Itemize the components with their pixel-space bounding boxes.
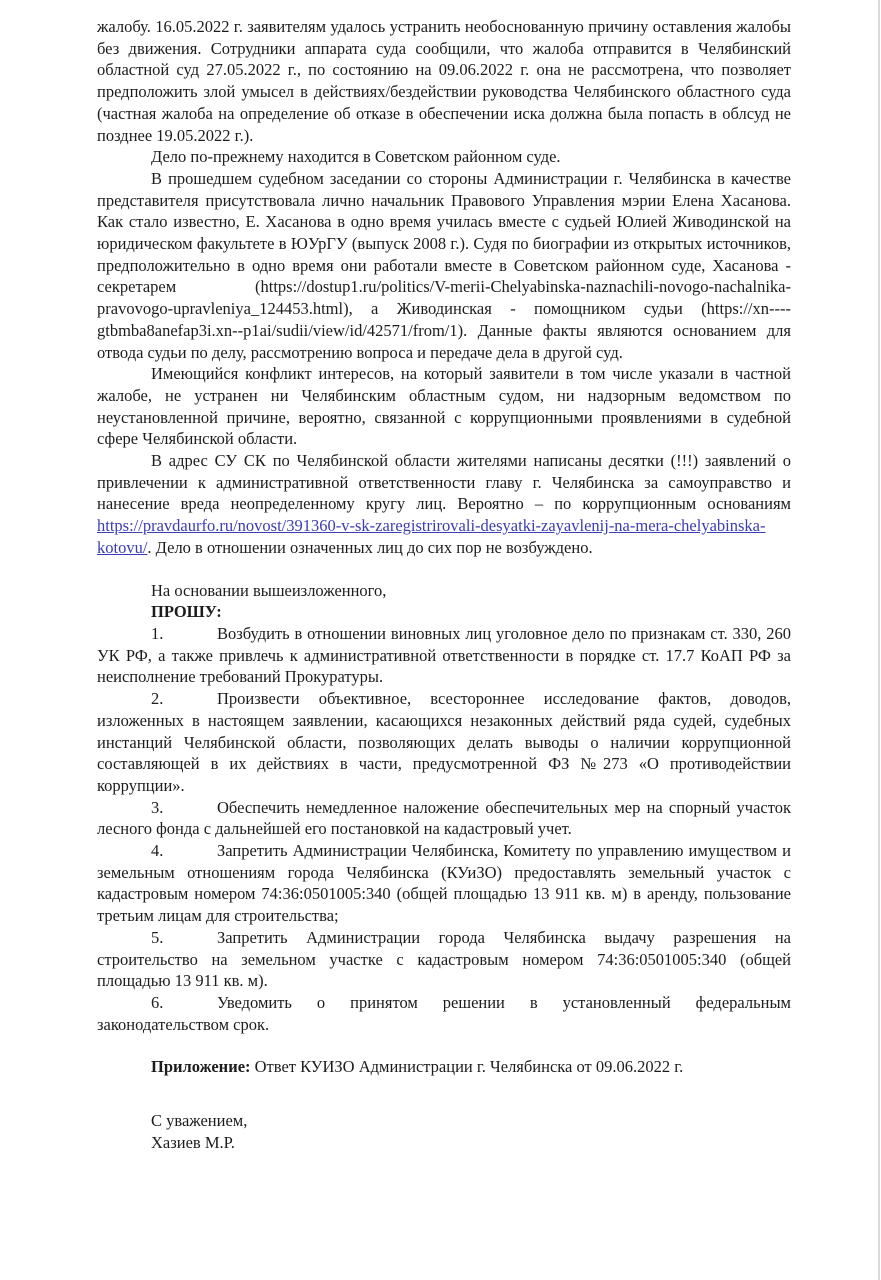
para-case-location (97, 146, 791, 168)
para-regards (97, 1110, 791, 1132)
text-run: Произвести объективное, всестороннее исследование фактов, доводов, изложенных в настоящем заявлении, касающихся незаконных действий ряда судей, судебных инстанций Челябинской области, позволяющих делать выводы о наличии коррупционной составляющей в их действиях в части, предусмотренной ФЗ №273 «О противодействии коррупции». (97, 689, 791, 795)
list-item-6 (97, 992, 791, 1035)
para-su-sk-statements (97, 450, 791, 559)
list-number: 4. (151, 841, 164, 861)
text-run: В прошедшем судебном заседании со стороны Администрации г. Челябинска в качестве представителя присутствовала лично начальник Правового Управления мэрии Елена Хасанова. Как стало известно, Е. Хасанова в одно время училась вместе с судьей Юлией Живодинской на юридическом факультете в ЮУрГУ (выпуск 2008 г.). Судя по биографии из открытых источников, предположительно в одно время они работали вместе в Советском районном суде, Хасанова - секретарем (https://dostup1.ru/politics/V-merii-Chelyabinska-naznachili-novogo-nachalnika-pravovogo-upravleniya_124453.html), а Живодинская - помощником судьи (https://xn----gtbmba8anefap3i.xn--p1ai/sudii/view/id/42571/from/1). Данные факты являются основанием для отвода судьи по делу, рассмотрению вопроса и передаче дела в другой суд. (97, 168, 791, 362)
para-attachment (97, 1056, 791, 1078)
page-edge-divider (878, 0, 880, 1280)
para-signature (97, 1132, 791, 1154)
text-run: Приложение: (151, 1057, 251, 1077)
list-item-5 (97, 927, 791, 992)
text-run: Возбудить в отношении виновных лиц уголовное дело по признакам ст. 330, 260 УК РФ, а также привлечь к административной ответственности в порядке ст. 17.7 КоАП РФ за неисполнение требований Прокуратуры. (97, 623, 791, 687)
text-run: Имеющийся конфликт интересов, на который заявители в том числе указали в частной жалобе, не устранен ни Челябинским областным судом, ни надзорным ведомством по неустановленной причине, вероятно, связанной с коррупционными проявлениями в судебной сфере Челябинской области. (97, 364, 791, 449)
para-basis (97, 580, 791, 602)
para-continuation (97, 16, 791, 146)
text-run: Дело по-прежнему находится в Советском районном суде. (151, 147, 561, 167)
para-request-heading (97, 601, 791, 623)
list-item-1 (97, 623, 791, 688)
list-number: 2. (151, 689, 164, 709)
text-run: Ответ КУИЗО Администрации г. Челябинска от 09.06.2022 г. (250, 1057, 684, 1077)
text-run: Запретить Администрации города Челябинска выдачу разрешения на строительство на земельном участке с кадастровым номером 74:36:0501005:340 (общей площадью 13 911 кв. м). (97, 927, 791, 991)
text-run: Запретить Администрации Челябинска, Комитету по управлению имуществом и земельным отношениям города Челябинска (КУиЗО) предоставлять земельный участок с кадастровым номером 74:36:0501005:340 (общей площадью 13 911 кв. м) в аренду, пользование третьим лицам для строительства; (97, 841, 791, 926)
list-number: 3. (151, 797, 164, 817)
list-number: 5. (151, 927, 164, 947)
text-run: На основании вышеизложенного, (151, 580, 387, 600)
text-run: Уведомить о принятом решении в установленный федеральным законодательством срок. (97, 992, 791, 1034)
text-run: жалобу. 16.05.2022 г. заявителям удалось устранить необоснованную причину оставления жалобы без движения. Сотрудники аппарата суда сообщили, что жалоба отправится в Челябинский областной суд 27.05.2022 г., по состоянию на 09.06.2022 г. она не рассмотрена, что позволяет предположить злой умысел в действиях/бездействии руководства Челябинского областного суда (частная жалоба на определение об отказе в обеспечении иска должна была попасть в облсуд не позднее 19.05.2022 г.). (97, 17, 791, 145)
text-run: Обеспечить немедленное наложение обеспечительных мер на спорный участок лесного фонда с дальнейшей его постановкой на кадастровый учет. (97, 797, 791, 839)
para-court-hearing (97, 168, 791, 363)
text-run: Хазиев М.Р. (151, 1132, 235, 1152)
text-run: С уважением, (151, 1111, 248, 1131)
list-item-3 (97, 797, 791, 840)
text-run: . Дело в отношении означенных лиц до сих пор не возбуждено. (147, 537, 593, 557)
hyperlink[interactable]: https://pravdaurfo.ru/novost/391360-v-sk-zaregistrirovali-desyatki-zayavlenij-na-mera-chelyabinska-kotovu/ (97, 516, 766, 557)
para-conflict-of-interest (97, 363, 791, 450)
list-item-4 (97, 840, 791, 927)
list-number: 1. (151, 623, 164, 643)
text-run: В адрес СУ СК по Челябинской области жителями написаны десятки (!!!) заявлений о привлечении к административной ответственности главу г. Челябинска за самоуправство и нанесение вреда неопределенному кругу лиц. Вероятно – по коррупционным основаниям (97, 451, 791, 514)
text-run: ПРОШУ: (151, 602, 222, 622)
list-item-2 (97, 688, 791, 797)
list-number: 6. (151, 992, 164, 1012)
